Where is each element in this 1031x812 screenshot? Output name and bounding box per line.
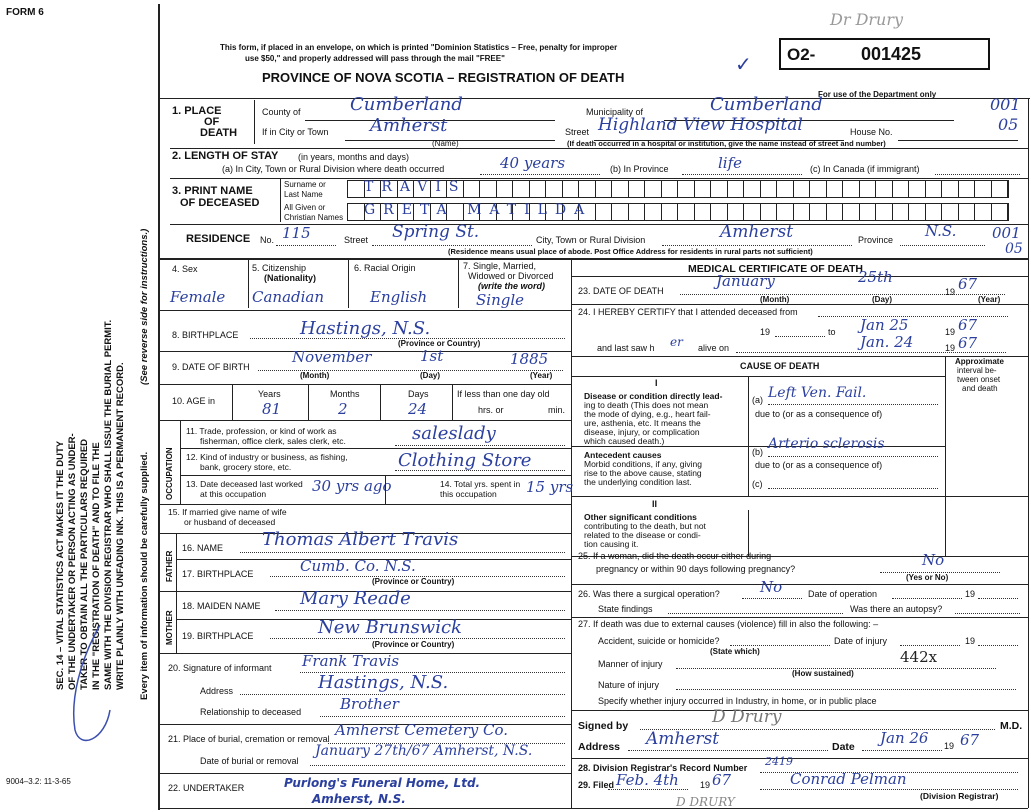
print-code: 9004–3.2: 11-3-65 — [6, 777, 71, 786]
side-instruction-6: WRITE PLAINLY WITH UNFADING INK. THIS IS A PERMANENT RECORD. — [115, 362, 126, 690]
occupation-industry: Clothing Store — [398, 450, 532, 471]
place-code-1: 001 — [990, 95, 1021, 114]
department-use-note: For use of the Department only — [818, 90, 937, 99]
side-note-information: Every item of information should be carefully supplied. — [139, 451, 150, 700]
informant-relationship: Brother — [340, 695, 399, 713]
side-instruction-4: IN THE "REGISTRATION OF DEATH" AND TO FILE THE — [91, 442, 102, 690]
place-label: 1. PLACE — [172, 105, 222, 117]
dob-month: November — [292, 348, 372, 366]
racial-origin-value: English — [370, 288, 428, 306]
mother-birthplace: New Brunswick — [318, 617, 462, 638]
burial-date: January 27th/67 Amherst, N.S. — [315, 743, 533, 759]
side-instruction-5: SAME WITH THE DIVISION REGISTRAR WHO SHALL ISSUE THE BURIAL PERMIT. — [103, 319, 114, 690]
death-year: 67 — [958, 275, 978, 293]
checkmark-icon: ✓ — [735, 54, 752, 76]
margin-pen-stroke — [60, 620, 120, 760]
residence-number: 115 — [282, 224, 311, 242]
side-note-instructions: (See reverse side for instructions.) — [139, 228, 150, 385]
place-code-2: 05 — [998, 115, 1019, 134]
registration-number: 001425 — [861, 44, 922, 64]
informant-signature: Frank Travis — [302, 652, 400, 670]
last-saw-date: Jan. 24 — [860, 333, 914, 351]
birthplace-value: Hastings, N.S. — [300, 318, 431, 339]
registration-prefix: O2- — [787, 45, 816, 64]
side-instruction-2: OF THE UNDERTAKER OR PERSON ACTING AS UNDER- — [67, 433, 78, 690]
page-title: PROVINCE OF NOVA SCOTIA – REGISTRATION OF DEATH — [262, 70, 625, 85]
burial-place: Amherst Cemetery Co. — [335, 721, 509, 739]
hospital-note: (If death occurred in a hospital or institution, give the name instead of street and number) — [567, 139, 886, 148]
sex-value: Female — [170, 288, 226, 306]
street-value: Highland View Hospital — [598, 115, 803, 135]
signoff-date: Jan 26 — [880, 729, 929, 747]
attended-year: 67 — [958, 316, 978, 334]
last-worked-value: 30 yrs ago — [312, 477, 392, 495]
form-number: FORM 6 — [6, 7, 44, 18]
occupation-side-label: OCCUPATION — [165, 447, 174, 500]
registrar-signature: Conrad Pelman — [790, 770, 907, 788]
given-names-value: GRETA MATILDA — [364, 202, 593, 218]
bottom-stamp: D DRURY — [676, 795, 735, 809]
occupation-trade: saleslady — [412, 423, 496, 444]
total-years-value: 15 yrs — [526, 478, 574, 496]
residence-city: Amherst — [720, 222, 794, 242]
manner-of-injury-code: 442x — [900, 648, 938, 666]
undertaker-location: Amherst, N.S. — [312, 792, 406, 806]
city-value: Amherst — [370, 115, 448, 136]
signoff-year: 67 — [960, 731, 980, 749]
father-name: Thomas Albert Travis — [262, 529, 459, 550]
registration-number-box — [779, 38, 990, 70]
mail-instructions-line1: This form, if placed in an envelope, on which is printed "Dominion Statistics – Free, penalty for improper — [220, 43, 618, 52]
attended-to-date: Jan 25 — [860, 316, 909, 334]
age-months: 2 — [338, 400, 348, 418]
undertaker-stamp: Purlong's Funeral Home, Ltd. — [284, 776, 481, 790]
residence-note: (Residence means usual place of abode. Post Office Address for residents in rural parts not sufficient) — [448, 247, 813, 256]
dob-day: 1st — [420, 347, 444, 365]
side-instruction-1: SEC. 14 – VITAL STATISTICS ACT MAKES IT THE DUTY — [55, 440, 66, 690]
filed-year: 67 — [712, 771, 732, 789]
surname-value: TRAVIS — [364, 179, 467, 195]
age-days: 24 — [408, 400, 428, 418]
death-day: 25th — [858, 268, 893, 286]
father-birthplace: Cumb. Co. N.S. — [300, 557, 416, 575]
stay-city-value: 40 years — [500, 154, 566, 172]
dob-year: 1885 — [510, 350, 549, 368]
cause-a-value: Left Ven. Fail. — [768, 385, 867, 401]
physician-address: Amherst — [646, 729, 720, 749]
pregnancy-answer: No — [922, 551, 945, 569]
citizenship-value: Canadian — [252, 288, 325, 306]
mail-instructions-line2: use $50," and properly addressed will pass through the mail "FREE" — [245, 54, 505, 63]
municipality-value: Cumberland — [710, 94, 823, 115]
residence-province: N.S. — [925, 222, 957, 240]
last-saw-year: 67 — [958, 334, 978, 352]
county-value: Cumberland — [350, 94, 463, 115]
stay-province-value: life — [718, 154, 743, 172]
corner-note: Dr Drury — [830, 10, 904, 29]
marital-status-value: Single — [476, 291, 525, 309]
cause-b-value: Arterio sclerosis — [768, 436, 885, 452]
filed-date: Feb. 4th — [616, 771, 679, 789]
record-number: 2419 — [765, 755, 793, 768]
side-instruction-3: TAKER TO OBTAIN ALL THE PARTICULARS REQUIRED — [79, 438, 90, 690]
residence-street: Spring St. — [392, 222, 480, 242]
medical-certificate-header: MEDICAL CERTIFICATE OF DEATH — [688, 263, 863, 275]
physician-signature: D Drury — [712, 707, 782, 727]
mother-maiden-name: Mary Reade — [300, 588, 411, 609]
operation-answer: No — [760, 578, 783, 596]
informant-address: Hastings, N.S. — [318, 672, 449, 693]
death-month: January — [716, 272, 775, 290]
age-years: 81 — [262, 400, 282, 418]
